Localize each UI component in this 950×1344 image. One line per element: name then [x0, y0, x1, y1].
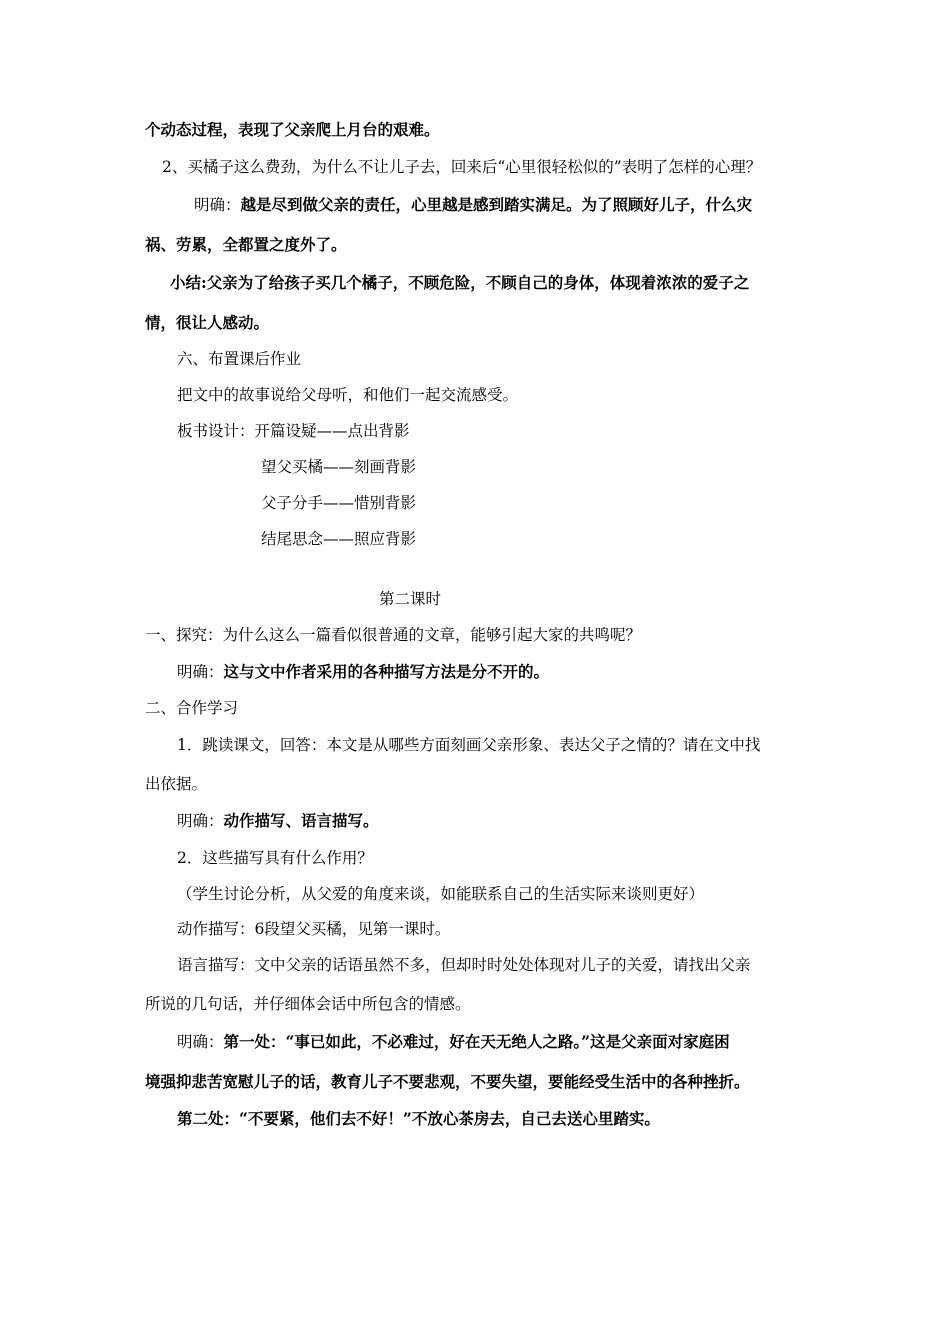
paragraph-line: 所说的几句话，并仔细体会话中所包含的情感。: [145, 995, 471, 1013]
paragraph-line: 出依据。: [145, 775, 208, 793]
question-2b: 2．这些描写具有什么作用？: [177, 849, 373, 867]
answer-label: 明确：: [194, 196, 241, 214]
answer-text: 这与文中作者采用的各种描写方法是分不开的。: [223, 662, 550, 681]
section-heading-homework: 六、布置课后作业: [177, 350, 302, 368]
blackboard-item: 父子分手——惜别背影: [261, 494, 417, 512]
section-heading-cooperate: 二、合作学习: [145, 699, 239, 717]
paragraph-line: 第二处：“不要紧，他们去不好！”不放心茶房去，自己去送心里踏实。: [177, 1109, 660, 1128]
paragraph-line: 情，很让人感动。: [145, 313, 270, 332]
summary-line: 小结:父亲为了给孩子买几个橘子，不顾危险，不顾自己的身体，体现着浓浓的爱子之: [170, 273, 750, 292]
homework-text: 把文中的故事说给父母听，和他们一起交流感受。: [177, 386, 519, 404]
action-description: 动作描写：6段望父买橘，见第一课时。: [177, 920, 451, 938]
answer-text: 越是尽到做父亲的责任，心里越是感到踏实满足。为了照顾好儿子，什么灾: [240, 195, 753, 214]
answer-text: 动作描写、语言描写。: [223, 811, 379, 830]
answer-label: 明确：: [177, 1033, 224, 1051]
discussion-note: （学生讨论分析，从父爱的角度来谈，如能联系自己的生活实际来谈则更好）: [177, 885, 705, 903]
paragraph-line: 境强抑悲苦宽慰儿子的话，教育儿子不要悲观，不要失望，要能经受生活中的各种挫折。: [145, 1072, 750, 1091]
section-heading-explore: 一、探究：为什么这么一篇看似很普通的文章，能够引起大家的共鸣呢？: [145, 626, 642, 644]
answer-label: 明确：: [177, 812, 224, 830]
answer-text: 第一处：“事已如此，不必难过，好在天无绝人之路。”这是父亲面对家庭困: [223, 1032, 730, 1051]
blackboard-item: 结尾思念——照应背影: [261, 530, 417, 548]
question-2: 2、买橘子这么费劲，为什么不让儿子去，回来后“心里很轻松似的”表明了怎样的心理？: [162, 158, 762, 176]
paragraph-line: 祸、劳累，全都置之度外了。: [145, 235, 347, 254]
blackboard-item: 望父买橘——刻画背影: [261, 458, 417, 476]
question-1: 1．跳读课文，回答：本文是从哪些方面刻画父亲形象、表达父子之情的？请在文中找: [177, 736, 761, 754]
language-description: 语言描写：文中父亲的话语虽然不多，但却时时处处体现对儿子的关爱，请找出父亲: [177, 956, 751, 974]
answer-line: [194, 194, 752, 216]
blackboard-design: 板书设计：开篇设疑——点出背影: [177, 422, 410, 440]
answer-line: [177, 810, 379, 832]
answer-line: [177, 1031, 730, 1053]
paragraph-line: 个动态过程，表现了父亲爬上月台的艰难。: [145, 120, 440, 139]
answer-label: 明确：: [177, 663, 224, 681]
lesson-title: 第二课时: [379, 590, 442, 608]
answer-line: [177, 661, 549, 683]
